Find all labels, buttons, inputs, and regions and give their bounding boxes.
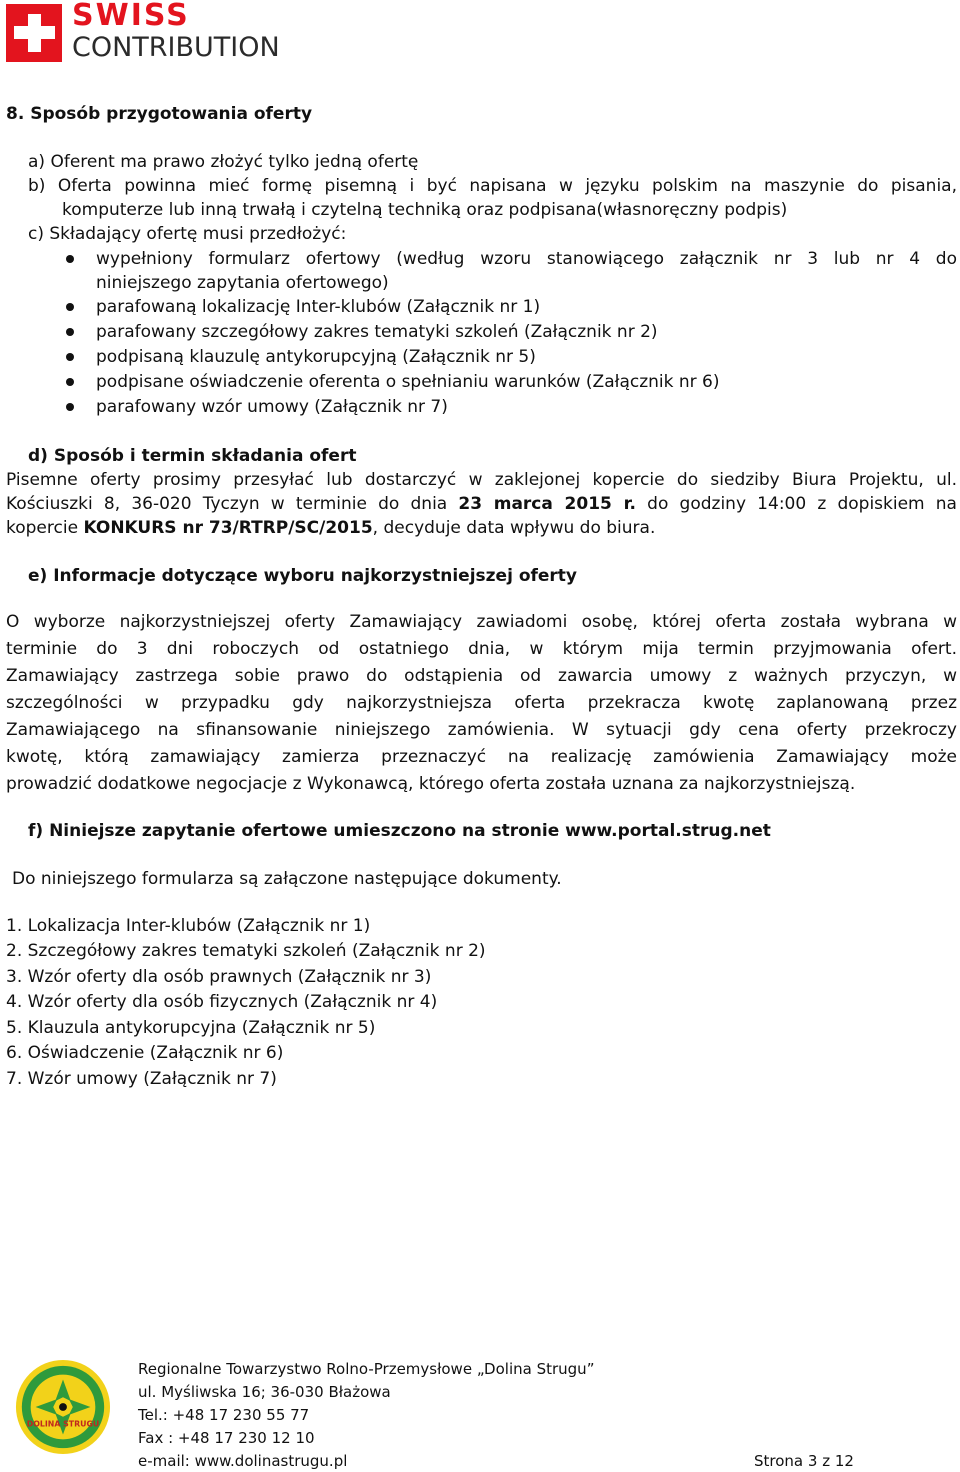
section-f-title: f) Niniejsze zapytanie ofertowe umieszczono na stronie www.portal.strug.net [28,821,771,841]
bullet-icon [66,403,74,411]
swiss-cross-horizontal [14,26,55,39]
bullet-item: podpisaną klauzulę antykorupcyjną (Załącznik nr 5) [96,347,536,367]
item-b-line2: komputerze lub inną trwałą i czytelną techniką oraz podpisana(własnoręczny podpis) [62,200,788,220]
section-d-line2: Kościuszki 8, 36-020 Tyczyn w terminie do dnia 23 marca 2015 r. do godziny 14:00 z dopiskiem na [6,494,957,514]
section-e-paragraph-line: kwotę, którą zamawiający zamierza przeznaczyć na realizację zamówienia Zamawiający może [6,747,957,767]
section-e-paragraph-line: Zamawiającego na sfinansowanie niniejszego zamówienia. W sytuacji gdy cena oferty przekroczy [6,720,957,740]
footer-tel: Tel.: +48 17 230 55 77 [138,1406,310,1424]
bullet-icon [66,255,74,263]
section-d-line1: Pisemne oferty prosimy przesyłać lub dostarczyć w zaklejonej kopercie do siedziby Biura Projektu, ul. [6,470,957,490]
footer-org: Regionalne Towarzystwo Rolno-Przemysłowe „Dolina Strugu” [138,1360,595,1378]
bullet-item-continuation: niniejszego zapytania ofertowego) [96,273,389,293]
bullet-item: parafowany wzór umowy (Załącznik nr 7) [96,397,448,417]
footer-address: ul. Myśliwska 16; 36-030 Błażowa [138,1383,391,1401]
section-d-title: d) Sposób i termin składania ofert [28,446,357,466]
attachment-item: 3. Wzór oferty dla osób prawnych (Załącznik nr 3) [6,967,432,987]
section-e-paragraph-line: terminie do 3 dni roboczych od ostatniego dnia, w którym mija termin przyjmowania ofert. [6,639,957,659]
attachment-item: 4. Wzór oferty dla osób fizycznych (Załącznik nr 4) [6,992,438,1012]
section-8-title: 8. Sposób przygotowania oferty [6,104,313,124]
section-e-paragraph-line: O wyborze najkorzystniejszej oferty Zamawiający zawiadomi osobę, której oferta została wybrana w [6,612,957,632]
logo-text-contribution: CONTRIBUTION [72,32,280,63]
dolina-strugu-logo [14,1358,112,1456]
item-b-line1: b) Oferta powinna mieć formę pisemną i być napisana w języku polskim na maszynie do pisania, [28,176,957,196]
bullet-icon [66,328,74,336]
footer-fax: Fax : +48 17 230 12 10 [138,1429,315,1447]
item-a: a) Oferent ma prawo złożyć tylko jedną ofertę [28,152,419,172]
bullet-item: wypełniony formularz ofertowy (według wzoru stanowiącego załącznik nr 3 lub nr 4 do [96,249,957,269]
bullet-item: podpisane oświadczenie oferenta o spełnianiu warunków (Załącznik nr 6) [96,372,720,392]
item-c: c) Składający ofertę musi przedłożyć: [28,224,347,244]
attachment-item: 5. Klauzula antykorupcyjna (Załącznik nr 5) [6,1018,376,1038]
section-e-title: e) Informacje dotyczące wyboru najkorzystniejszej oferty [28,566,578,586]
bullet-icon [66,378,74,386]
attachment-item: 6. Oświadczenie (Załącznik nr 6) [6,1043,284,1063]
bullet-icon [66,303,74,311]
footer-email: e-mail: www.dolinastrugu.pl [138,1452,348,1470]
attachment-item: 7. Wzór umowy (Załącznik nr 7) [6,1069,277,1089]
logo-text-swiss: SWISS [72,0,190,33]
attachment-item: 1. Lokalizacja Inter-klubów (Załącznik nr 1) [6,916,371,936]
section-e-paragraph-line: Zamawiający zastrzega sobie prawo do odstąpienia od zawarcia umowy z ważnych przyczyn, w [6,666,957,686]
bullet-item: parafowaną lokalizację Inter-klubów (Załącznik nr 1) [96,297,541,317]
attachments-intro: Do niniejszego formularza są załączone następujące dokumenty. [12,869,562,889]
attachment-item: 2. Szczegółowy zakres tematyki szkoleń (Załącznik nr 2) [6,941,486,961]
competition-number: KONKURS nr 73/RTRP/SC/2015 [83,518,373,538]
bullet-item: parafowany szczegółowy zakres tematyki szkoleń (Załącznik nr 2) [96,322,658,342]
page-number: Strona 3 z 12 [754,1452,854,1470]
bullet-icon [66,353,74,361]
section-e-paragraph-line: prowadzić dodatkowe negocjacje z Wykonawcą, którego oferta została uznana za najkorzystniejszą. [6,774,856,794]
section-e-paragraph-line: szczególności w przypadku gdy najkorzystniejsza oferta przekracza kwotę zaplanowaną przez [6,693,957,713]
deadline-date: 23 marca 2015 r. [458,494,636,514]
svg-text:DOLINA STRUGU: DOLINA STRUGU [26,1419,100,1429]
section-d-line3: kopercie KONKURS nr 73/RTRP/SC/2015, decyduje data wpływu do biura. [6,518,656,538]
